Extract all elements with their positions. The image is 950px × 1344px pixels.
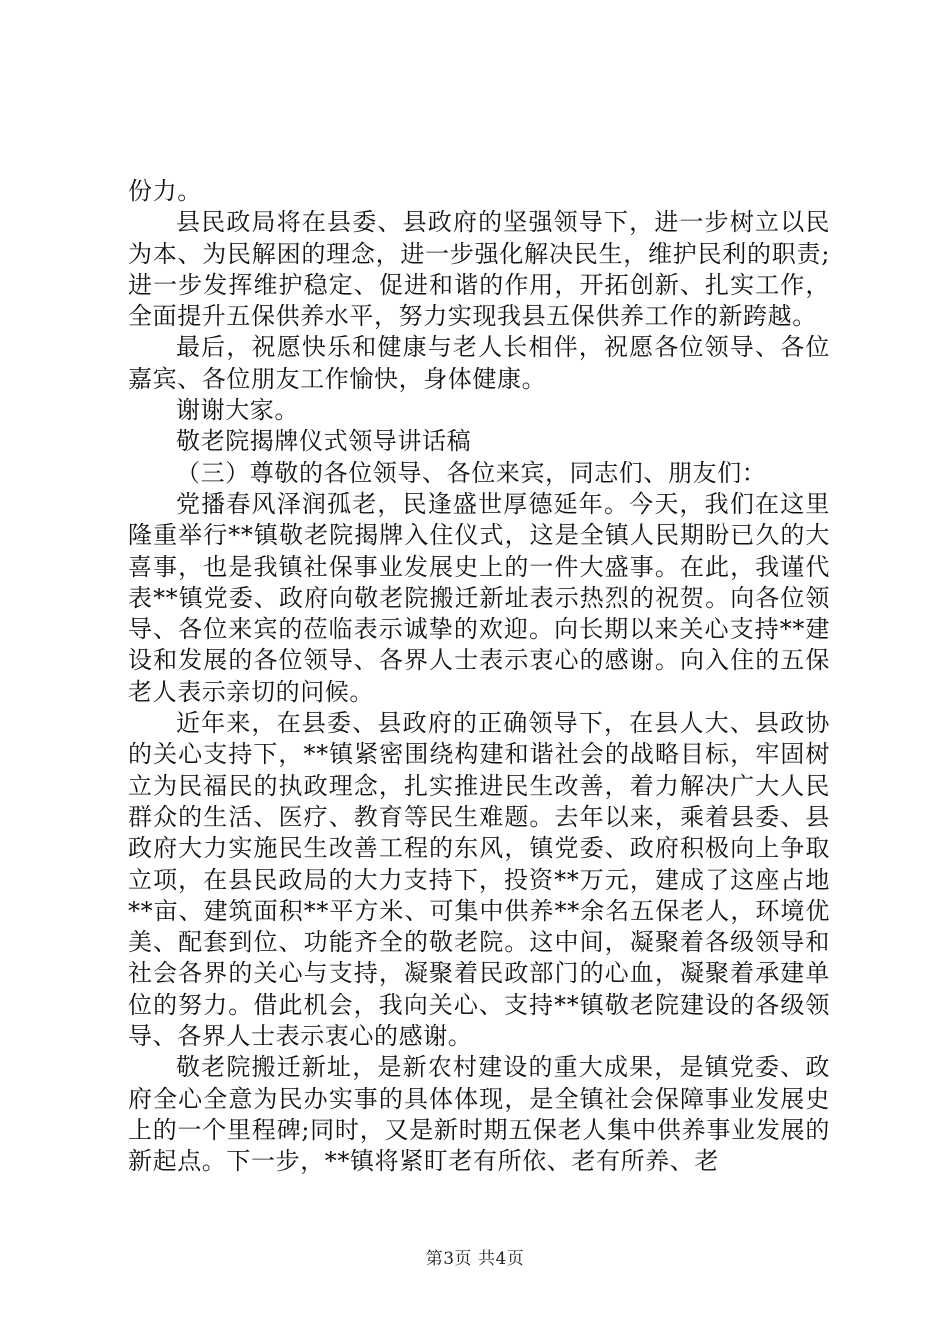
section-title: 敬老院揭牌仪式领导讲话稿 bbox=[176, 427, 472, 456]
paragraph-opening: 党播春风泽润孤老，民逢盛世厚德延年。今天，我们在这里隆重举行**镇敬老院揭牌入住仪式，这是全镇人民期盼已久的大喜事，也是我镇社保事业发展史上的一件大盛事。在此，我谨代表**镇党委、政府向敬老院搬迁新址表示热烈的祝贺。向各位领导、各位来宾的莅临表示诚挚的欢迎。向长期以来关心支持**建设和发展的各位领导、各界人士表示衷心的感谢。向入住的五保老人表示亲切的问候。 bbox=[128, 489, 830, 706]
paragraph-closing-wishes: 最后，祝愿快乐和健康与老人长相伴，祝愿各位领导、各位嘉宾、各位朋友工作愉快，身体健康。 bbox=[128, 333, 830, 393]
speech-salutation: （三）尊敬的各位领导、各位来宾，同志们、朋友们： bbox=[176, 458, 767, 487]
paragraph-relocation: 敬老院搬迁新址，是新农村建设的重大成果，是镇党委、政府全心全意为民办实事的具体体现，是全镇社会保障事业发展史上的一个里程碑;同时，又是新时期五保老人集中供养事业发展的新起点。下一步，**镇将紧盯老有所依、老有所养、老 bbox=[128, 1053, 830, 1176]
paragraph-civil-affairs-commitment: 县民政局将在县委、县政府的坚强领导下，进一步树立以民为本、为民解困的理念，进一步强化解决民生，维护民利的职责;进一步发挥维护稳定、促进和谐的作用，开拓创新、扎实工作，全面提升五保供养水平，努力实现我县五保供养工作的新跨越。 bbox=[128, 208, 830, 331]
paragraph-continuation: 份力。 bbox=[128, 177, 202, 205]
paragraph-thanks: 谢谢大家。 bbox=[176, 396, 299, 425]
document-body bbox=[128, 176, 830, 1178]
paragraph-recent-years: 近年来，在县委、县政府的正确领导下，在县人大、县政协的关心支持下，**镇紧密围绕构建和谐社会的战略目标，牢固树立为民福民的执政理念，扎实推进民生改善，着力解决广大人民群众的生活、医疗、教育等民生难题。去年以来，乘着县委、县政府大力实施民生改善工程的东风，镇党委、政府积极向上争取立项，在县民政局的大力支持下，投资**万元，建成了这座占地**亩、建筑面积**平方米、可集中供养**余名五保老人，环境优美、配套到位、功能齐全的敬老院。这中间，凝聚着各级领导和社会各界的关心与支持，凝聚着民政部门的心血，凝聚着承建单位的努力。借此机会，我向关心、支持**镇敬老院建设的各级领导、各界人士表示衷心的感谢。 bbox=[128, 709, 830, 1051]
page-number-footer: 第3页 共4页 bbox=[425, 1249, 525, 1269]
